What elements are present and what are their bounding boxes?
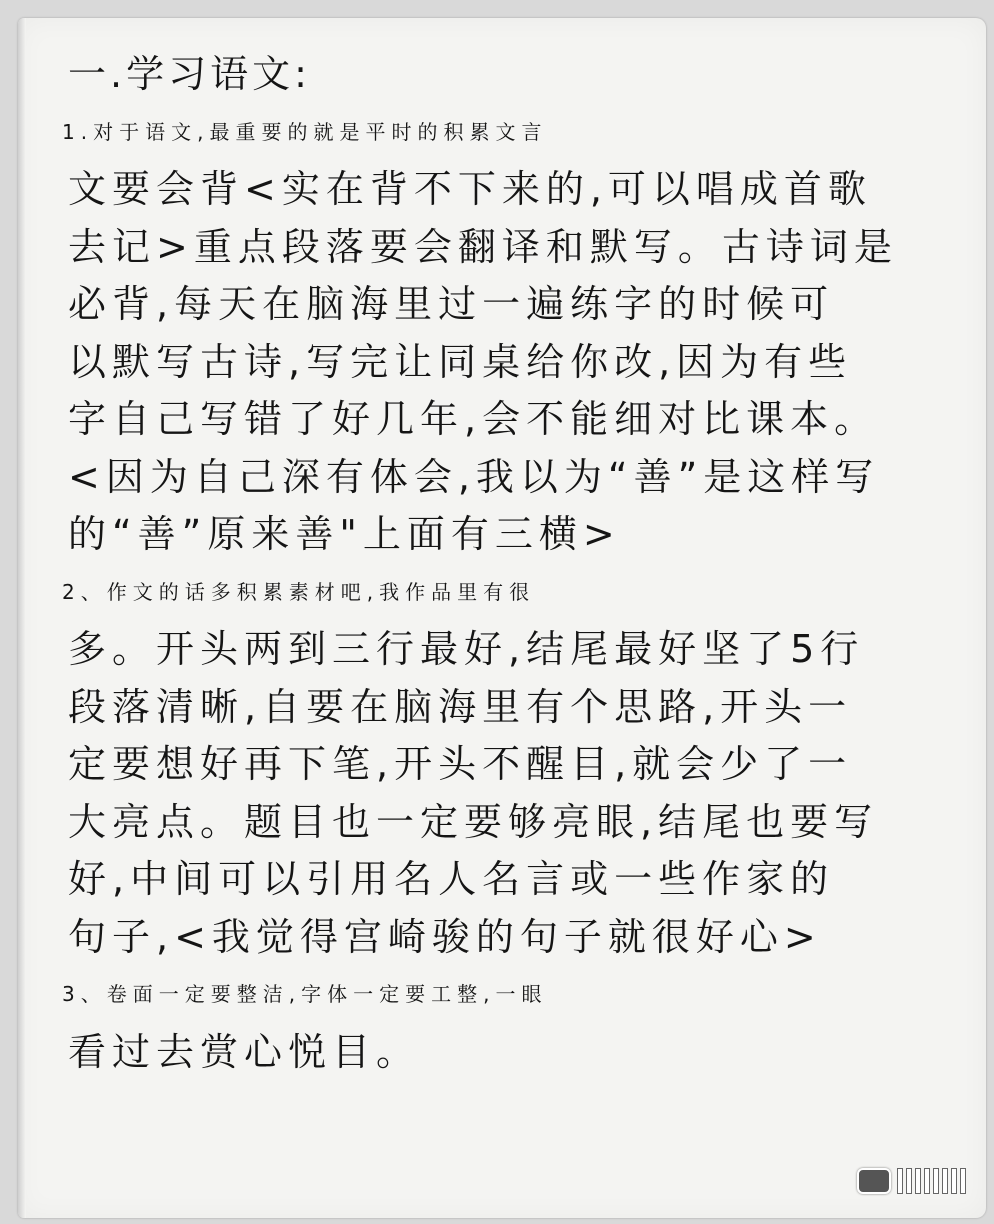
notebook-page bbox=[18, 18, 986, 1218]
text-line: 定要想好再下笔,开头不醒目,就会少了一 bbox=[68, 742, 853, 786]
text-line: 1.对于语文,最重要的就是平时的积累文言 bbox=[62, 119, 548, 144]
text-line: 2、作文的话多积累素材吧,我作品里有很 bbox=[62, 579, 536, 604]
text-line: 必背,每天在脑海里过一遍练字的时候可 bbox=[68, 282, 835, 326]
text-line: 去记>重点段落要会翻译和默写。古诗词是 bbox=[68, 224, 898, 269]
text-line: 文要会背<实在背不下来的,可以唱成首歌 bbox=[68, 167, 872, 211]
handwritten-notes bbox=[62, 46, 948, 1081]
text-line: 好,中间可以引用名人名言或一些作家的 bbox=[68, 857, 835, 901]
watermark bbox=[857, 1168, 966, 1194]
text-line: <因为自己深有体会,我以为“善”是这样写 bbox=[68, 454, 880, 499]
text-line: 大亮点。题目也一定要够亮眼,结尾也要写 bbox=[68, 799, 879, 844]
text-line: 段落清晰,自要在脑海里有个思路,开头一 bbox=[68, 684, 853, 729]
chat-bubble-icon bbox=[857, 1168, 891, 1194]
text-line: 多。开头两到三行最好,结尾最好坚了5行 bbox=[68, 627, 865, 671]
text-line: 以默写古诗,写完让同桌给你改,因为有些 bbox=[68, 339, 853, 384]
section-heading: 一.学习语文: bbox=[68, 52, 311, 96]
text-line: 句子,<我觉得宫崎骏的句子就很好心> bbox=[68, 914, 822, 959]
text-line: 的“善”原来善"上面有三横> bbox=[68, 512, 621, 556]
text-line: 字自己写错了好几年,会不能细对比课本。 bbox=[68, 397, 879, 441]
text-line: 看过去赏心悦目。 bbox=[68, 1029, 421, 1074]
text-line: 3、卷面一定要整洁,字体一定要工整,一眼 bbox=[62, 982, 548, 1006]
bars-icon bbox=[897, 1168, 966, 1194]
